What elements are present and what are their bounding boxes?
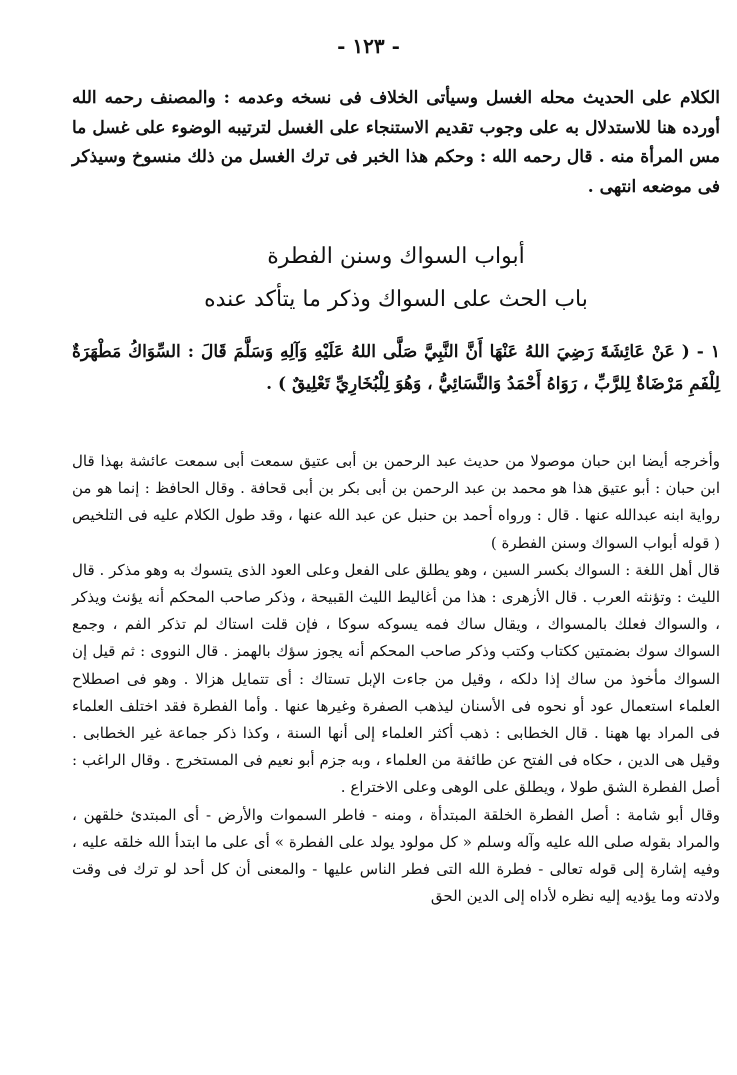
commentary-paragraph: قال أهل اللغة : السواك بكسر السين ، وهو يطلق على الفعل وعلى العود الذى يتسوك به وهو مذكر . قال الليث : وتؤنثه العرب . قال الأزهرى : هذا من أغاليط الليث القبيحة ، وذكر صاحب المحكم أنه يؤنث ويذكر ، والسواك فعلك بالمسواك ، ويقال ساك فمه يسوكه سوكا ، فإن قلت استاك لم تذكر الفم ، وجمع السواك سوك بضمتين ككتاب وكتب وذكر صاحب المحكم أنه يجوز سؤك بالهمز . قال النووى : ثم قيل إن السواك مأخوذ من ساك إذا دلكه ، وقيل من جاءت الإبل تستاك : أى تتمايل هزالا . وهو فى اصطلاح العلماء استعمال عود أو نحوه فى الأسنان ليذهب الصفرة وغيرها عنها . وأما الفطرة فقد اختلف العلماء فى المراد بها ههنا . قال الخطابى : ذهب أكثر العلماء إلى أنها السنة ، وكذا ذكر جماعة غير الخطابى . وقيل هى الدين ، حكاه فى الفتح عن طائفة من العلماء ، وبه جزم أبو نعيم فى المستخرج . وقال الراغب : أصل الفطرة الشق طولا ، ويطلق على الوهى وعلى الاختراع .: [72, 560, 720, 797]
chapter-heading: باب الحث على السواك وذكر ما يتأكد عنده: [204, 287, 588, 312]
intro-paragraph: الكلام على الحديث محله الغسل وسيأتى الخلاف فى نسخه وعدمه : والمصنف رحمه الله أورده هنا للاستدلال به على وجوب تقديم الاستنجاء على الغسل لترتيبه الوضوء على غسل ما مس المرأة منه . قال رحمه الله : وحكم هذا الخبر فى ترك الغسل من ذلك منسوخ وسيذكر فى موضعه انتهى .: [72, 88, 720, 197]
commentary-paragraph: وأخرجه أيضا ابن حبان موصولا من حديث عبد الرحمن بن أبى عتيق سمعت أبى سمعت عائشة بهذا قال ابن حبان : أبو عتيق هذا هو محمد بن عبد الرحمن بن أبى بكر بن أبى قحافة . وقال الحافظ : إنما هو من رواية ابنه عبدالله عنها . قال : ورواه أحمد بن حنبل عن عبد الله عنها ، وقد طول الكلام عليه فى التلخيص ( قوله أبواب السواك وسنن الفطرة ): [72, 452, 720, 552]
section-heading: أبواب السواك وسنن الفطرة: [267, 244, 525, 269]
hadith-text: ١ - ( عَنْ عَائِشَةَ رَضِيَ اللهُ عَنْهَا أَنَّ النَّبِيَّ صَلَّى اللهُ عَلَيْهِ وَآلِهِ وَسَلَّمَ قَالَ : السِّوَاكُ مَطْهَرَةٌ لِلْفَمِ مَرْضَاةٌ لِلرَّبِّ ، رَوَاهُ أَحْمَدُ وَالنَّسَائِيُّ ، وَهُوَ لِلْبُخَارِيِّ تَعْلِيقٌ ) .: [72, 342, 720, 394]
commentary-block: [72, 448, 720, 910]
commentary-paragraph: وقال أبو شامة : أصل الفطرة الخلقة المبتدأة ، ومنه - فاطر السموات والأرض - أى المبتدئ خلقهن ، والمراد بقوله صلى الله عليه وآله وسلم « كل مولود يولد على الفطرة » أى على ما ابتدأ الله خلقه عليه ، وفيه إشارة إلى قوله تعالى - فطرة الله التى فطر الناس عليها - والمعنى أن كل أحد لو ترك فى وقت ولادته وما يؤديه إليه نظره لأداه إلى الدين الحق: [72, 805, 720, 906]
page-number: - ١٢٣ -: [337, 34, 400, 58]
